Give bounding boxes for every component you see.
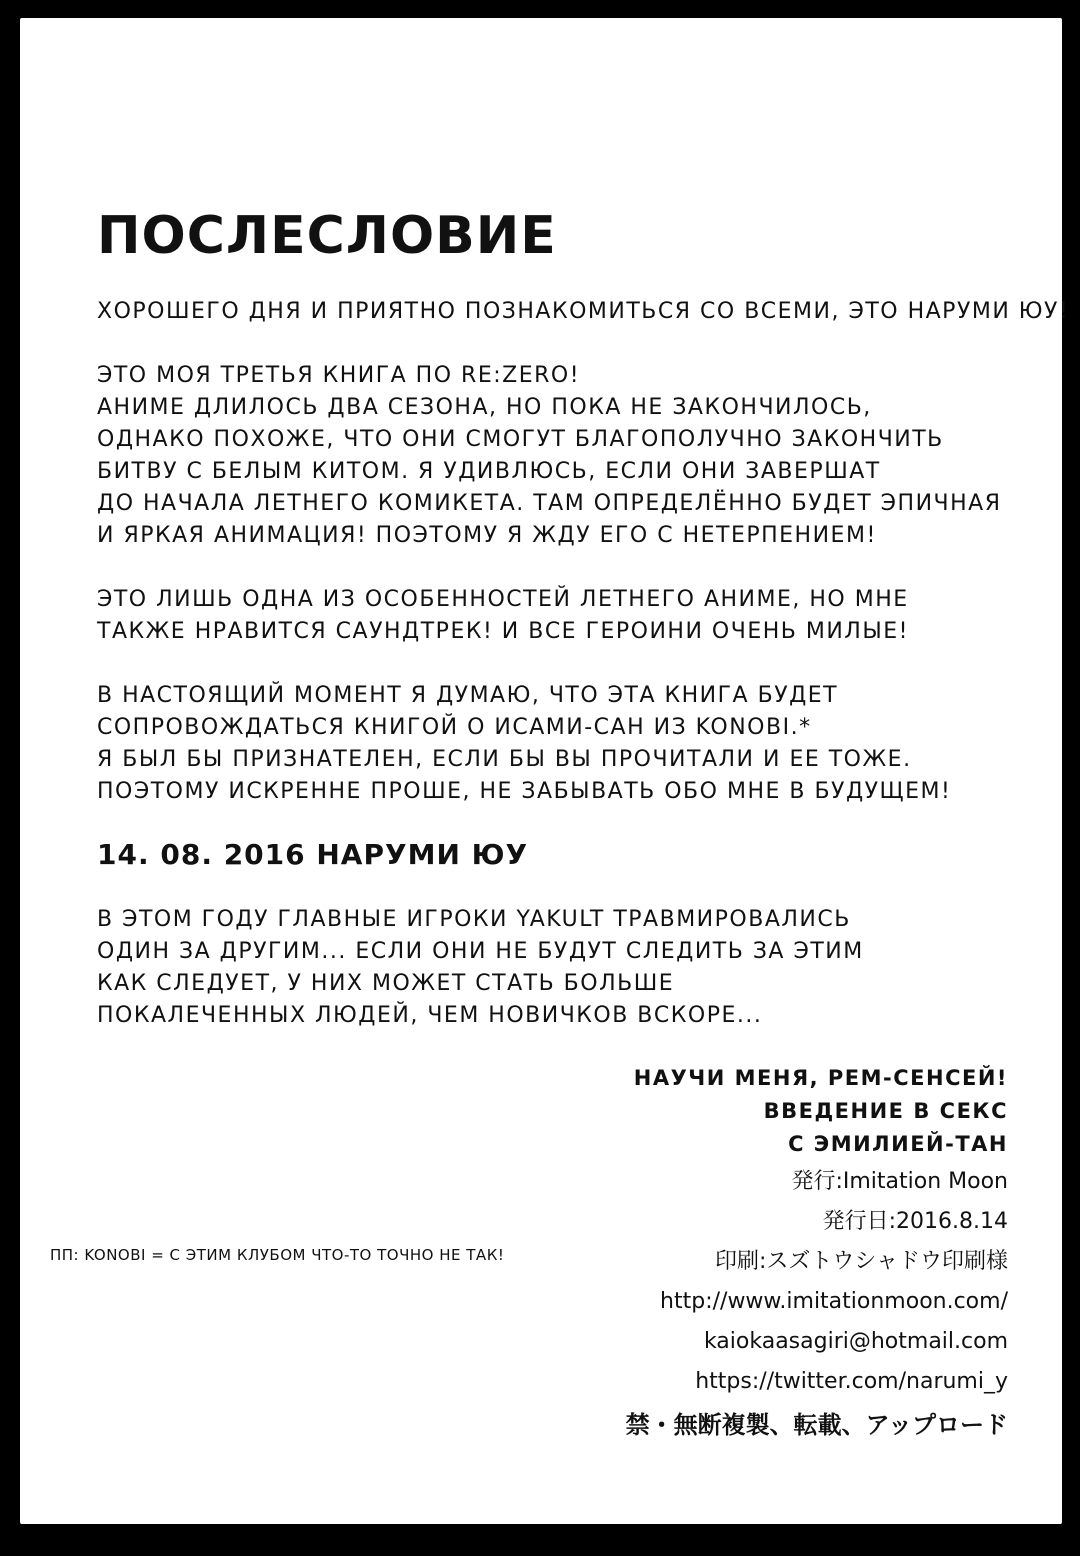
book-title-line: С ЭМИЛИЕЙ-ТАН bbox=[788, 1132, 1008, 1156]
website-url: http://www.imitationmoon.com/ bbox=[660, 1289, 1008, 1314]
text-line: ПОКАЛЕЧЕННЫХ ЛЮДЕЙ, ЧЕМ НОВИЧКОВ ВСКОРЕ... bbox=[97, 1003, 763, 1028]
text-line: КАК СЛЕДУЕТ, У НИХ МОЖЕТ СТАТЬ БОЛЬШЕ bbox=[97, 971, 675, 996]
greeting-paragraph bbox=[97, 296, 1069, 328]
text-line: В НАСТОЯЩИЙ МОМЕНТ Я ДУМАЮ, ЧТО ЭТА КНИГА БУДЕТ bbox=[97, 683, 839, 708]
printer: 印刷:スズトウシャドウ印刷様 bbox=[715, 1249, 1008, 1274]
text-line: В ЭТОМ ГОДУ ГЛАВНЫЕ ИГРОКИ YAKULT ТРАВМИРОВАЛИСЬ bbox=[97, 907, 851, 932]
text-line: Я БЫЛ БЫ ПРИЗНАТЕЛЕН, ЕСЛИ БЫ ВЫ ПРОЧИТАЛИ И ЕЕ ТОЖЕ. bbox=[97, 747, 912, 772]
text-line: ХОРОШЕГО ДНЯ И ПРИЯТНО ПОЗНАКОМИТЬСЯ СО ВСЕМИ, ЭТО НАРУМИ ЮУ! bbox=[97, 299, 1070, 324]
publisher: 発行:Imitation Moon bbox=[791, 1169, 1008, 1194]
text-line: ПОЭТОМУ ИСКРЕННЕ ПРОШЕ, НЕ ЗАБЫВАТЬ ОБО МНЕ В БУДУЩЕМ! bbox=[97, 779, 952, 804]
twitter-url: https://twitter.com/narumi_y bbox=[695, 1369, 1008, 1394]
contact-email: kaiokaasagiri@hotmail.com bbox=[703, 1329, 1008, 1354]
paragraph-2 bbox=[97, 584, 909, 648]
page-title: ПОСЛЕСЛОВИЕ bbox=[97, 206, 557, 266]
paragraph-3 bbox=[97, 680, 951, 808]
colophon bbox=[626, 1062, 1008, 1445]
text-line: АНИМЕ ДЛИЛОСЬ ДВА СЕЗОНА, НО ПОКА НЕ ЗАКОНЧИЛОСЬ, bbox=[97, 395, 872, 420]
text-line: ЭТО ЛИШЬ ОДНА ИЗ ОСОБЕННОСТЕЙ ЛЕТНЕГО АНИМЕ, НО МНЕ bbox=[97, 587, 909, 612]
book-title-line: НАУЧИ МЕНЯ, РЕМ-СЕНСЕЙ! bbox=[633, 1066, 1008, 1090]
text-line: СОПРОВОЖДАТЬСЯ КНИГОЙ О ИСАМИ-САН ИЗ KONOBI.* bbox=[97, 715, 812, 740]
paragraph-4 bbox=[97, 904, 864, 1032]
text-line: И ЯРКАЯ АНИМАЦИЯ! ПОЭТОМУ Я ЖДУ ЕГО С НЕТЕРПЕНИЕМ! bbox=[97, 523, 877, 548]
signature-date: 14. 08. 2016 НАРУМИ ЮУ bbox=[97, 838, 529, 871]
book-title-line: ВВЕДЕНИЕ В СЕКС bbox=[763, 1099, 1008, 1123]
text-line: ОДНАКО ПОХОЖЕ, ЧТО ОНИ СМОГУТ БЛАГОПОЛУЧНО ЗАКОНЧИТЬ bbox=[97, 427, 944, 452]
publish-date: 発行日:2016.8.14 bbox=[822, 1209, 1008, 1234]
text-line: ДО НАЧАЛА ЛЕТНЕГО КОМИКЕТА. ТАМ ОПРЕДЕЛЁННО БУДЕТ ЭПИЧНАЯ bbox=[97, 491, 1002, 516]
reproduction-prohibition: 禁・無断複製、転載、アップロード bbox=[625, 1411, 1008, 1439]
text-line: ЭТО МОЯ ТРЕТЬЯ КНИГА ПО RE:ZERO! bbox=[97, 363, 581, 388]
text-line: ОДИН ЗА ДРУГИМ... ЕСЛИ ОНИ НЕ БУДУТ СЛЕДИТЬ ЗА ЭТИМ bbox=[97, 939, 864, 964]
paragraph-1 bbox=[97, 360, 1001, 552]
text-line: БИТВУ С БЕЛЫМ КИТОМ. Я УДИВЛЮСЬ, ЕСЛИ ОНИ ЗАВЕРШАТ bbox=[97, 459, 881, 484]
translator-footnote: ПП: KONOBI = С ЭТИМ КЛУБОМ ЧТО-ТО ТОЧНО НЕ ТАК! bbox=[50, 1246, 505, 1264]
text-line: ТАКЖЕ НРАВИТСЯ САУНДТРЕК! И ВСЕ ГЕРОИНИ ОЧЕНЬ МИЛЫЕ! bbox=[97, 619, 909, 644]
